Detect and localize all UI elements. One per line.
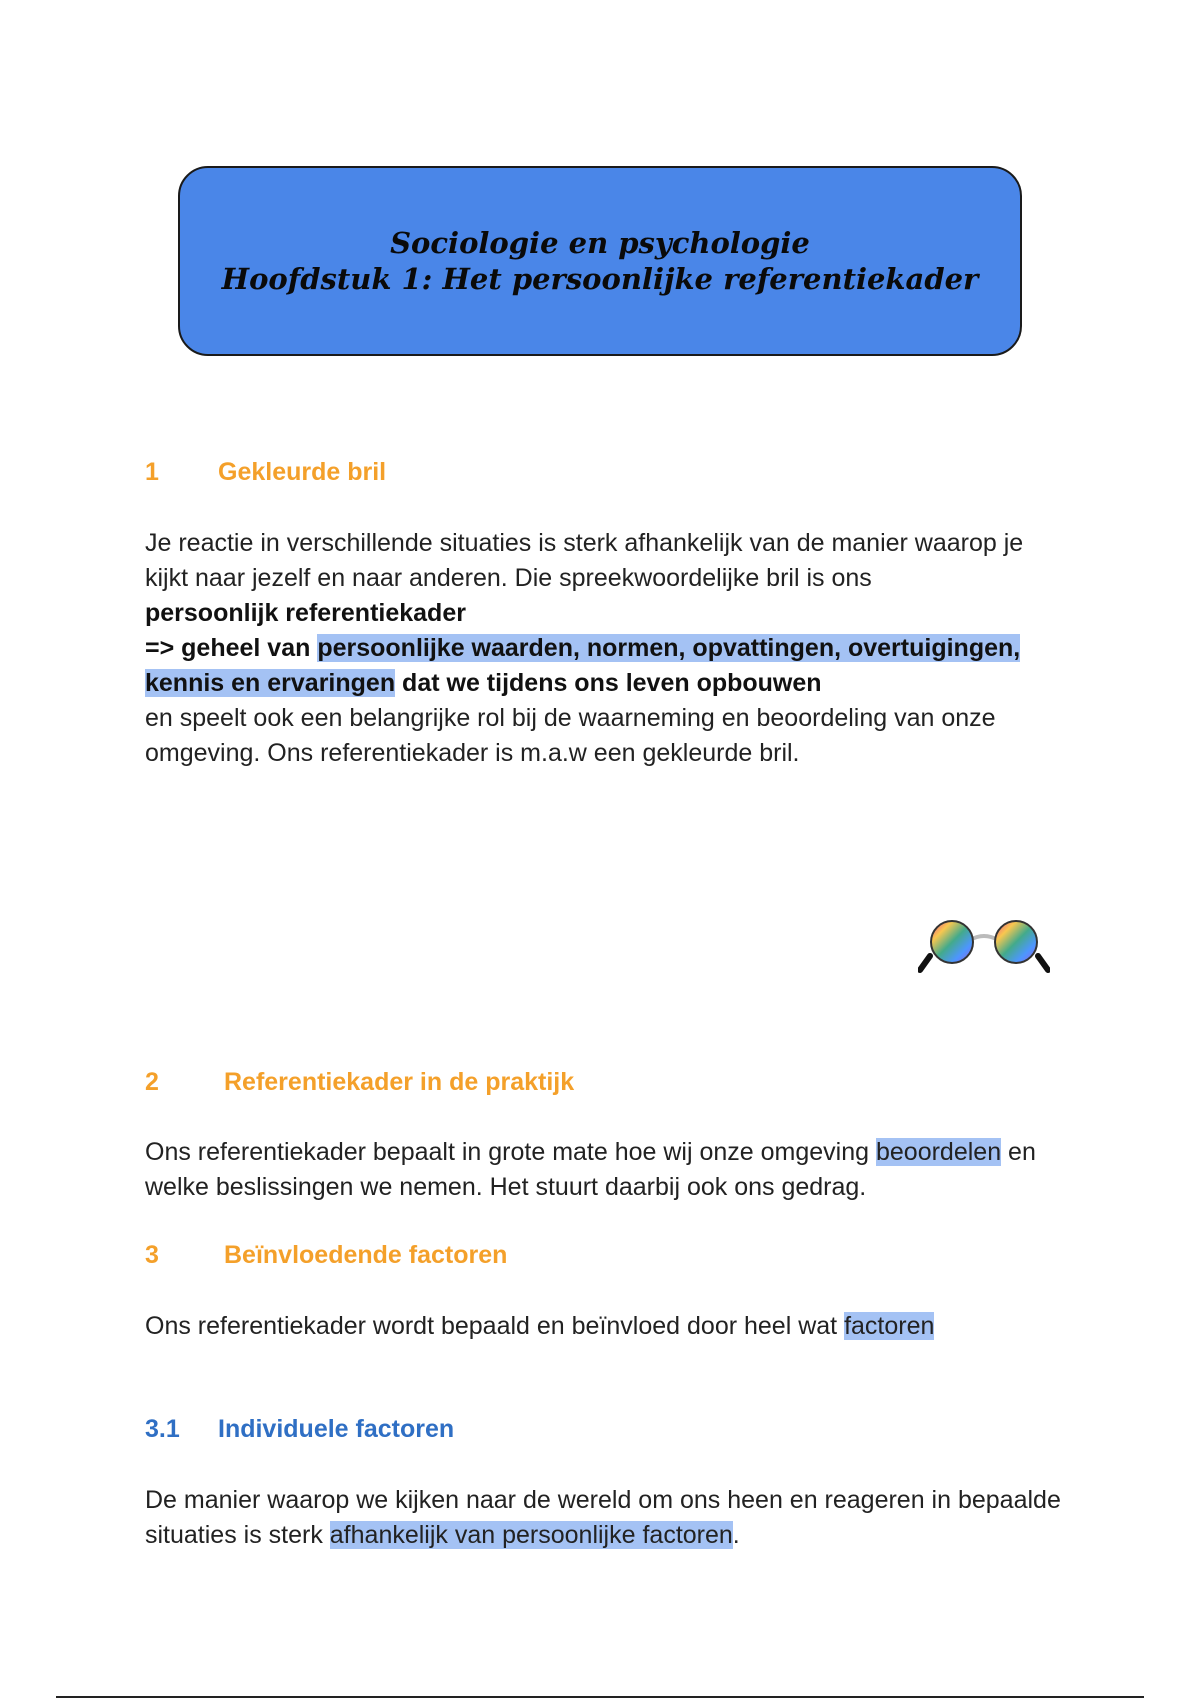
section-heading-1 — [145, 458, 387, 487]
definition-prefix: => geheel van — [145, 634, 318, 662]
section-heading-3 — [145, 1241, 508, 1270]
paragraph-text: en welke beslissingen we nemen. Het stuurt daarbij ook ons gedrag. — [145, 1138, 1036, 1201]
section-number: 3.1 — [145, 1415, 180, 1443]
section-title: Beïnvloedende factoren — [224, 1241, 508, 1269]
section-1-paragraph — [145, 526, 1065, 771]
subsection-heading-3-1 — [145, 1415, 455, 1444]
paragraph-text: Ons referentiekader wordt bepaald en beïnvloed door heel wat — [145, 1312, 845, 1340]
section-heading-2 — [145, 1068, 575, 1097]
paragraph-text: Ons referentiekader bepaalt in grote mate hoe wij onze omgeving — [145, 1138, 876, 1166]
section-number: 1 — [145, 458, 159, 486]
page-bottom-rule — [56, 1696, 1144, 1698]
section-title: Referentiekader in de praktijk — [224, 1068, 575, 1096]
section-title: Gekleurde bril — [218, 458, 387, 486]
intro-text: Je reactie in verschillende situaties is sterk afhankelijk van de manier waarop je kijkt naar jezelf en naar anderen. Die spreekwoordelijke bril is ons — [145, 529, 1024, 592]
section-number: 3 — [145, 1241, 159, 1269]
definition-suffix: dat we tijdens ons leven opbouwen — [395, 669, 822, 697]
highlight: afhankelijk van persoonlijke factoren — [329, 1521, 733, 1549]
section-2-paragraph — [145, 1135, 1065, 1205]
closing-text: en speelt ook een belangrijke rol bij de waarneming en beoordeling van onze omgeving. Ons referentiekader is m.a.w een gekleurde bril. — [145, 704, 996, 767]
section-title: Individuele factoren — [218, 1415, 455, 1443]
subsection-3-1-paragraph — [145, 1483, 1065, 1553]
paragraph-text: . — [732, 1521, 740, 1549]
course-title: Sociologie en psychologie — [390, 226, 810, 260]
key-term: persoonlijk referentiekader — [145, 599, 466, 627]
chapter-title: Hoofdstuk 1: Het persoonlijke referentiekader — [221, 262, 979, 296]
section-number: 2 — [145, 1068, 159, 1096]
chapter-title-box — [178, 166, 1022, 356]
paragraph-text: De manier waarop we kijken naar de wereld om ons heen en reageren in bepaalde situaties is sterk — [145, 1486, 1061, 1549]
section-3-paragraph — [145, 1309, 1065, 1344]
highlight: beoordelen — [875, 1138, 1002, 1166]
rainbow-glasses-icon — [918, 912, 1050, 986]
definition-highlight: persoonlijke waarden, normen, opvattingen, overtuigingen, kennis en ervaringen — [145, 634, 1021, 697]
highlight: factoren — [844, 1312, 935, 1340]
